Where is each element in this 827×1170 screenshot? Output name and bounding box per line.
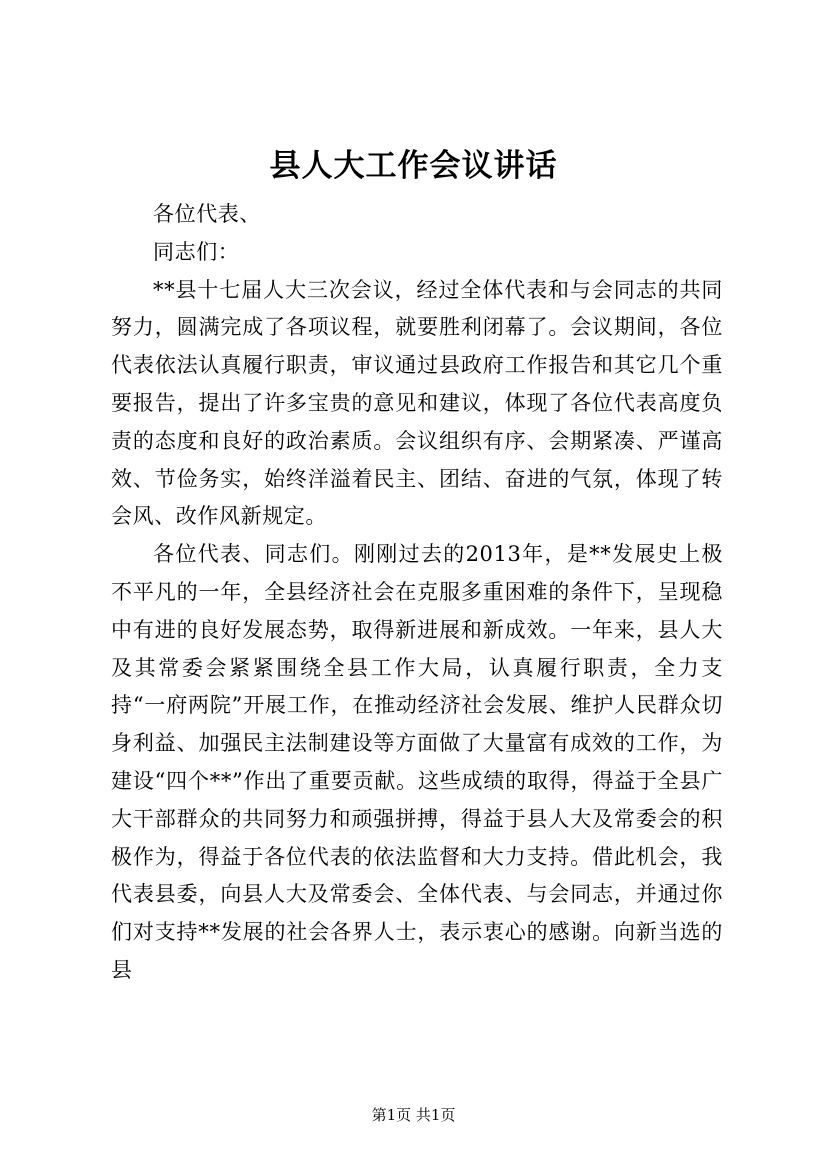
paragraph-meeting-summary: **县十七届人大三次会议，经过全体代表和与会同志的共同努力，圆满完成了各项议程，就要胜利闭幕了。会议期间，各位代表依法认真履行职责，审议通过县政府工作报告和其它几个重要报告，提出了许多宝贵的意见和建议，体现了各位代表高度负责的态度和良好的政治素质。会议组织有序、会期紧凑、严谨高效、节俭务实，始终洋溢着民主、团结、奋进的气氛，体现了转会风、改作风新规定。 <box>111 277 723 529</box>
document-body <box>111 196 723 990</box>
paragraph-annual-review: 各位代表、同志们。刚刚过去的2013年，是**发展史上极不平凡的一年，全县经济社会在克服多重困难的条件下，呈现稳中有进的良好发展态势，取得新进展和新成效。一年来，县人大及其常委会紧紧围绕全县工作大局，认真履行职责，全力支持“一府两院”开展工作，在推动经济社会发展、维护人民群众切身利益、加强民主法制建设等方面做了大量富有成效的工作，为建设“四个**”作出了重要贡献。这些成绩的取得，得益于全县广大干部群众的共同努力和顽强拼搏，得益于县人大及常委会的积极作为，得益于各位代表的依法监督和大力支持。借此机会，我代表县委，向县人大及常委会、全体代表、与会同志，并通过你们对支持**发展的社会各界人士，表示衷心的感谢。向新当选的县 <box>111 542 723 982</box>
page-number-footer: 第1页 共1页 <box>371 1106 456 1124</box>
salutation-comrades: 同志们： <box>153 239 240 264</box>
salutation-representatives: 各位代表、 <box>153 202 261 226</box>
document-title: 县人大工作会议讲话 <box>269 148 558 184</box>
